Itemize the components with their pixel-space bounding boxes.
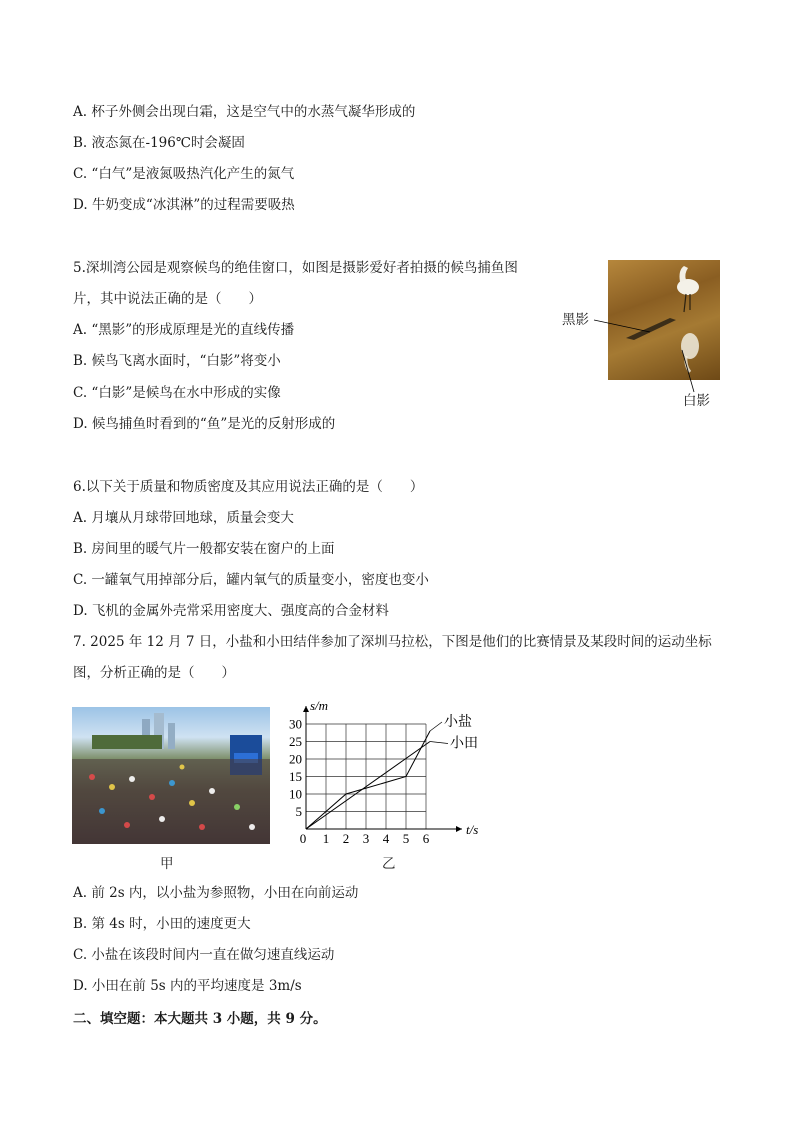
black-shadow-pointer xyxy=(594,320,650,332)
x-tick-label: 2 xyxy=(342,831,350,846)
q6-option-c: C. 一罐氧气用掉部分后，罐内氧气的质量变小，密度也变小 xyxy=(73,572,429,588)
q5-option-c: C. “白影”是候鸟在水中形成的实像 xyxy=(73,385,281,401)
x-tick-label: 5 xyxy=(402,831,410,846)
q5-stem-line2: 片，其中说法正确的是（ ） xyxy=(73,291,262,307)
y-axis-label: s/m xyxy=(310,698,329,713)
q6-option-b: B. 房间里的暖气片一般都安装在窗户的上面 xyxy=(73,541,335,557)
x-tick-label: 0 xyxy=(299,831,307,846)
series-label: 小盐 xyxy=(444,715,472,730)
q7-stem-line1: 7. 2025 年 12 月 7 日，小盐和小田结伴参加了深圳马拉松，下图是他们的比赛情景及某段时间的运动坐标 xyxy=(73,634,712,650)
series-line-xiaoyan xyxy=(306,731,430,829)
q7-option-a: A. 前 2s 内，以小盐为参照物，小田在向前运动 xyxy=(73,885,359,901)
q7-option-b: B. 第 4s 时，小田的速度更大 xyxy=(73,916,251,932)
section2-heading: 二、填空题：本大题共 3 小题，共 9 分。 xyxy=(73,1011,327,1027)
s-t-chart xyxy=(288,693,498,853)
y-tick-label: 15 xyxy=(289,769,302,784)
y-axis-arrow xyxy=(303,706,309,712)
trees xyxy=(92,735,162,749)
x-axis-arrow xyxy=(456,826,462,832)
q6-stem: 6.以下关于质量和物质密度及其应用说法正确的是（ ） xyxy=(73,479,424,495)
marathon-illustration xyxy=(72,707,270,844)
q4-option-c: C. “白气”是液氮吸热汽化产生的氮气 xyxy=(73,166,295,182)
q5-option-d: D. 候鸟捕鱼时看到的“鱼”是光的反射形成的 xyxy=(73,416,336,432)
figure-label-jia: 甲 xyxy=(160,856,174,872)
label-black-shadow: 黑影 xyxy=(562,312,589,328)
q4-option-a: A. 杯子外侧会出现白霜，这是空气中的水蒸气凝华形成的 xyxy=(73,104,416,120)
q5-stem-line1: 5.深圳湾公园是观察候鸟的绝佳窗口，如图是摄影爱好者拍摄的候鸟捕鱼图 xyxy=(73,260,518,276)
y-tick-label: 20 xyxy=(289,751,302,767)
q6-option-d: D. 飞机的金属外壳常采用密度大、强度高的合金材料 xyxy=(73,603,389,619)
series-line-xiaotian xyxy=(306,742,430,830)
q5-option-b: B. 候鸟飞离水面时，“白影”将变小 xyxy=(73,353,281,369)
y-tick-label: 30 xyxy=(289,716,302,732)
x-tick-label: 4 xyxy=(382,831,390,846)
building-3 xyxy=(168,723,175,749)
x-tick-label: 1 xyxy=(322,831,330,846)
series-label: 小田 xyxy=(450,736,478,752)
y-tick-label: 10 xyxy=(289,786,302,802)
x-tick-label: 6 xyxy=(422,831,430,846)
q5-label-pointers xyxy=(590,310,730,400)
q7-stem-line2: 图，分析正确的是（ ） xyxy=(73,665,235,681)
white-shadow-pointer xyxy=(682,350,694,392)
marathon-photo xyxy=(72,707,270,844)
figure-label-yi: 乙 xyxy=(382,856,396,872)
q4-option-b: B. 液态氮在-196℃时会凝固 xyxy=(73,135,245,151)
q4-option-d: D. 牛奶变成“冰淇淋”的过程需要吸热 xyxy=(73,197,295,213)
q7-option-c: C. 小盐在该段时间内一直在做匀速直线运动 xyxy=(73,947,335,963)
y-tick-label: 25 xyxy=(289,734,302,749)
runner-crowd xyxy=(72,759,270,844)
x-axis-label: t/s xyxy=(466,822,479,837)
q7-option-d: D. 小田在前 5s 内的平均速度是 3m/s xyxy=(73,978,302,994)
series-label-leader xyxy=(430,742,448,744)
x-tick-label: 3 xyxy=(362,831,370,846)
y-tick-label: 5 xyxy=(295,804,302,819)
q6-option-a: A. 月壤从月球带回地球，质量会变大 xyxy=(73,510,294,526)
series-label-leader xyxy=(430,722,442,731)
label-white-shadow: 白影 xyxy=(683,393,710,409)
q5-option-a: A. “黑影”的形成原理是光的直线传播 xyxy=(73,322,295,338)
